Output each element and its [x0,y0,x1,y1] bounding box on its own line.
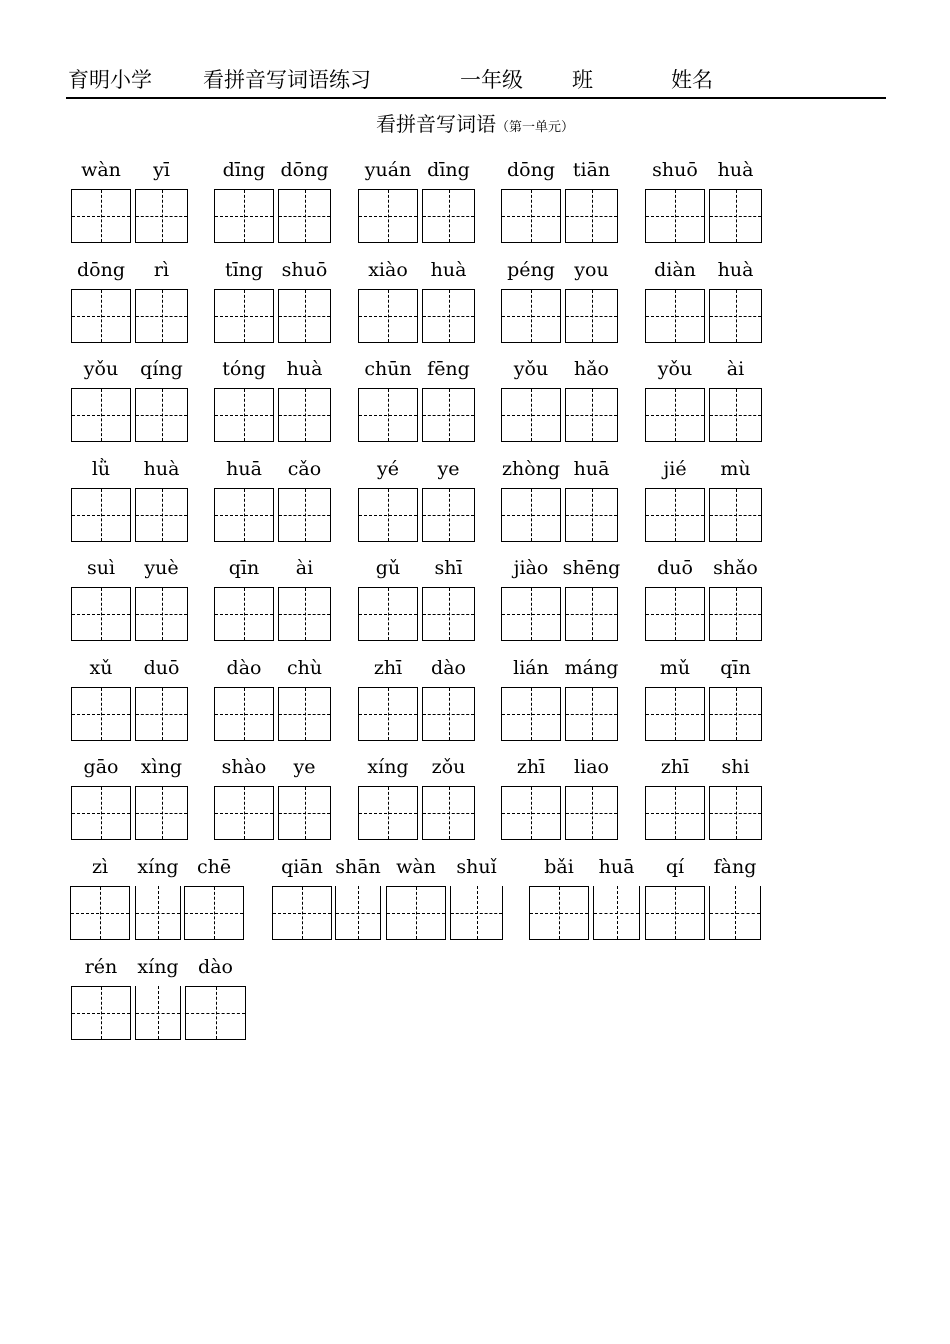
pinyin-label: yuè [144,557,179,579]
pinyin-label: qí [665,856,685,878]
pinyin-label: huà [430,259,467,281]
writing-box[interactable] [709,488,762,542]
writing-box[interactable] [358,687,418,741]
pinyin-label: yǒu [657,358,693,380]
pinyin-label: dōng [506,159,556,181]
writing-box[interactable] [71,488,131,542]
pinyin-label: qiān [281,856,323,878]
writing-box[interactable] [135,388,188,442]
pinyin-label: lǜ [91,458,111,480]
pinyin-label: zì [91,856,109,878]
writing-box[interactable] [135,488,188,542]
writing-box[interactable] [214,488,274,542]
writing-box[interactable] [501,786,561,840]
writing-box[interactable] [358,786,418,840]
writing-box[interactable] [71,189,131,243]
pinyin-label: shǎo [713,557,758,579]
writing-box[interactable] [358,587,418,641]
writing-box[interactable] [71,786,131,840]
pinyin-label: ye [437,458,460,480]
writing-box[interactable] [335,886,381,940]
writing-box[interactable] [278,388,331,442]
writing-box[interactable] [278,189,331,243]
writing-box[interactable] [135,289,188,343]
writing-box[interactable] [358,388,418,442]
pinyin-label: péng [507,259,555,281]
pinyin-label: fēng [427,358,470,380]
pinyin-label: huà [717,259,754,281]
pinyin-label: máng [564,657,619,679]
pinyin-label: gāo [83,756,119,778]
writing-box[interactable] [422,587,475,641]
pinyin-label: wàn [81,159,121,181]
pinyin-label: zhòng [501,458,561,480]
writing-box[interactable] [709,388,762,442]
grade-label: 一年级 [460,68,523,92]
pinyin-label: fàng [713,856,757,878]
writing-box[interactable] [645,886,705,940]
writing-box[interactable] [709,886,761,940]
pinyin-label: shào [221,756,267,778]
pinyin-label: tóng [222,358,266,380]
pinyin-label: huà [286,358,323,380]
pinyin-label: tīng [224,259,264,281]
writing-box[interactable] [214,289,274,343]
writing-box[interactable] [565,189,618,243]
pinyin-label: shuō [652,159,698,181]
writing-box[interactable] [501,488,561,542]
pinyin-label: chù [286,657,323,679]
writing-box[interactable] [709,786,762,840]
pinyin-label: jiào [513,557,549,579]
pinyin-label: shēng [562,557,621,579]
page-title-main: 看拼音写词语 [375,112,496,136]
pinyin-label: duō [143,657,180,679]
writing-box[interactable] [501,388,561,442]
pinyin-label: dīng [222,159,266,181]
writing-box[interactable] [709,189,762,243]
pinyin-label: ye [293,756,316,778]
pinyin-label: chūn [364,358,412,380]
pinyin-label: xìng [140,756,183,778]
pinyin-label: mǔ [659,657,691,679]
writing-box[interactable] [709,687,762,741]
pinyin-label: tiān [572,159,611,181]
pinyin-label: dīng [427,159,470,181]
pinyin-label: yuán [364,159,412,181]
writing-box[interactable] [422,786,475,840]
pinyin-label: ài [295,557,314,579]
pinyin-label: liao [574,756,609,778]
pinyin-label: diàn [654,259,696,281]
pinyin-label: wàn [396,856,436,878]
writing-box[interactable] [278,488,331,542]
writing-box[interactable] [214,687,274,741]
pinyin-label: lián [513,657,549,679]
writing-box[interactable] [565,388,618,442]
writing-box[interactable] [71,986,131,1040]
writing-box[interactable] [565,488,618,542]
pinyin-label: shī [434,557,463,579]
pinyin-label: rì [153,259,170,281]
pinyin-label: xíng [367,756,409,778]
pinyin-label: ài [726,358,745,380]
writing-box[interactable] [214,189,274,243]
school-name: 育明小学 [68,68,152,92]
writing-box[interactable] [71,687,131,741]
writing-box[interactable] [272,886,332,940]
pinyin-label: jié [663,458,687,480]
pinyin-label: xǔ [89,657,113,679]
pinyin-label: suì [86,557,116,579]
writing-box[interactable] [71,587,131,641]
writing-box[interactable] [214,786,274,840]
writing-box[interactable] [501,189,561,243]
pinyin-label: xiào [368,259,408,281]
pinyin-label: shuǐ [456,856,497,878]
pinyin-label: qíng [140,358,183,380]
writing-box[interactable] [645,488,705,542]
writing-box[interactable] [645,189,705,243]
pinyin-label: yé [377,458,399,480]
writing-box[interactable] [71,388,131,442]
writing-box[interactable] [214,388,274,442]
writing-box[interactable] [645,786,705,840]
pinyin-label: xíng [137,956,179,978]
writing-box[interactable] [422,289,475,343]
pinyin-label: yǒu [83,358,119,380]
writing-box[interactable] [422,687,475,741]
writing-box[interactable] [278,289,331,343]
writing-box[interactable] [709,587,762,641]
pinyin-label: rén [84,956,118,978]
page-title [0,108,950,137]
writing-box[interactable] [358,488,418,542]
writing-box[interactable] [135,786,188,840]
writing-box[interactable] [135,986,181,1040]
writing-box[interactable] [386,886,446,940]
pinyin-label: huā [598,856,635,878]
writing-box[interactable] [565,289,618,343]
pinyin-label: yī [153,159,170,181]
header-divider [66,97,886,99]
pinyin-label: shuō [281,259,328,281]
pinyin-label: dào [226,657,262,679]
class-label: 班 [572,68,593,92]
pinyin-label: huà [143,458,180,480]
writing-box[interactable] [278,687,331,741]
writing-box[interactable] [214,587,274,641]
writing-box[interactable] [450,886,503,940]
pinyin-label: bǎi [544,856,574,878]
pinyin-label: xíng [137,856,179,878]
writing-box[interactable] [358,289,418,343]
writing-box[interactable] [645,687,705,741]
pinyin-label: shi [721,756,750,778]
writing-box[interactable] [529,886,589,940]
pinyin-label: zǒu [431,756,466,778]
writing-box[interactable] [70,886,130,940]
writing-box[interactable] [135,886,181,940]
writing-box[interactable] [709,289,762,343]
writing-box[interactable] [645,289,705,343]
page-title-unit: （第一单元） [495,120,574,135]
pinyin-label: zhī [516,756,546,778]
pinyin-label: dào [198,956,233,978]
pinyin-label: qīn [228,557,260,579]
pinyin-label: chē [196,856,232,878]
writing-box[interactable] [71,289,131,343]
worksheet-subject: 看拼音写词语练习 [203,68,371,92]
pinyin-label: huà [717,159,754,181]
writing-box[interactable] [565,786,618,840]
writing-box[interactable] [501,289,561,343]
pinyin-label: shān [335,856,381,878]
writing-box[interactable] [135,687,188,741]
writing-box[interactable] [645,388,705,442]
writing-box[interactable] [501,587,561,641]
writing-box[interactable] [422,388,475,442]
pinyin-label: zhī [660,756,690,778]
pinyin-label: duō [657,557,693,579]
writing-box[interactable] [135,587,188,641]
pinyin-label: huā [573,458,610,480]
writing-box[interactable] [184,886,244,940]
writing-box[interactable] [422,189,475,243]
writing-box[interactable] [422,488,475,542]
writing-box[interactable] [565,587,618,641]
writing-box[interactable] [645,587,705,641]
writing-box[interactable] [358,189,418,243]
writing-box[interactable] [501,687,561,741]
pinyin-label: hǎo [573,358,610,380]
pinyin-label: huā [226,458,262,480]
pinyin-label: you [574,259,609,281]
pinyin-label: mù [720,458,751,480]
pinyin-label: gǔ [375,557,401,579]
pinyin-label: qīn [720,657,751,679]
pinyin-label: yǒu [513,358,549,380]
writing-box[interactable] [135,189,188,243]
writing-box[interactable] [278,587,331,641]
writing-box[interactable] [185,986,246,1040]
pinyin-label: cǎo [287,458,322,480]
pinyin-label: dào [431,657,466,679]
pinyin-label: dōng [280,159,329,181]
writing-box[interactable] [278,786,331,840]
name-label: 姓名 [671,68,713,92]
writing-box[interactable] [565,687,618,741]
writing-box[interactable] [593,886,640,940]
pinyin-label: dōng [76,259,126,281]
pinyin-label: zhī [373,657,403,679]
